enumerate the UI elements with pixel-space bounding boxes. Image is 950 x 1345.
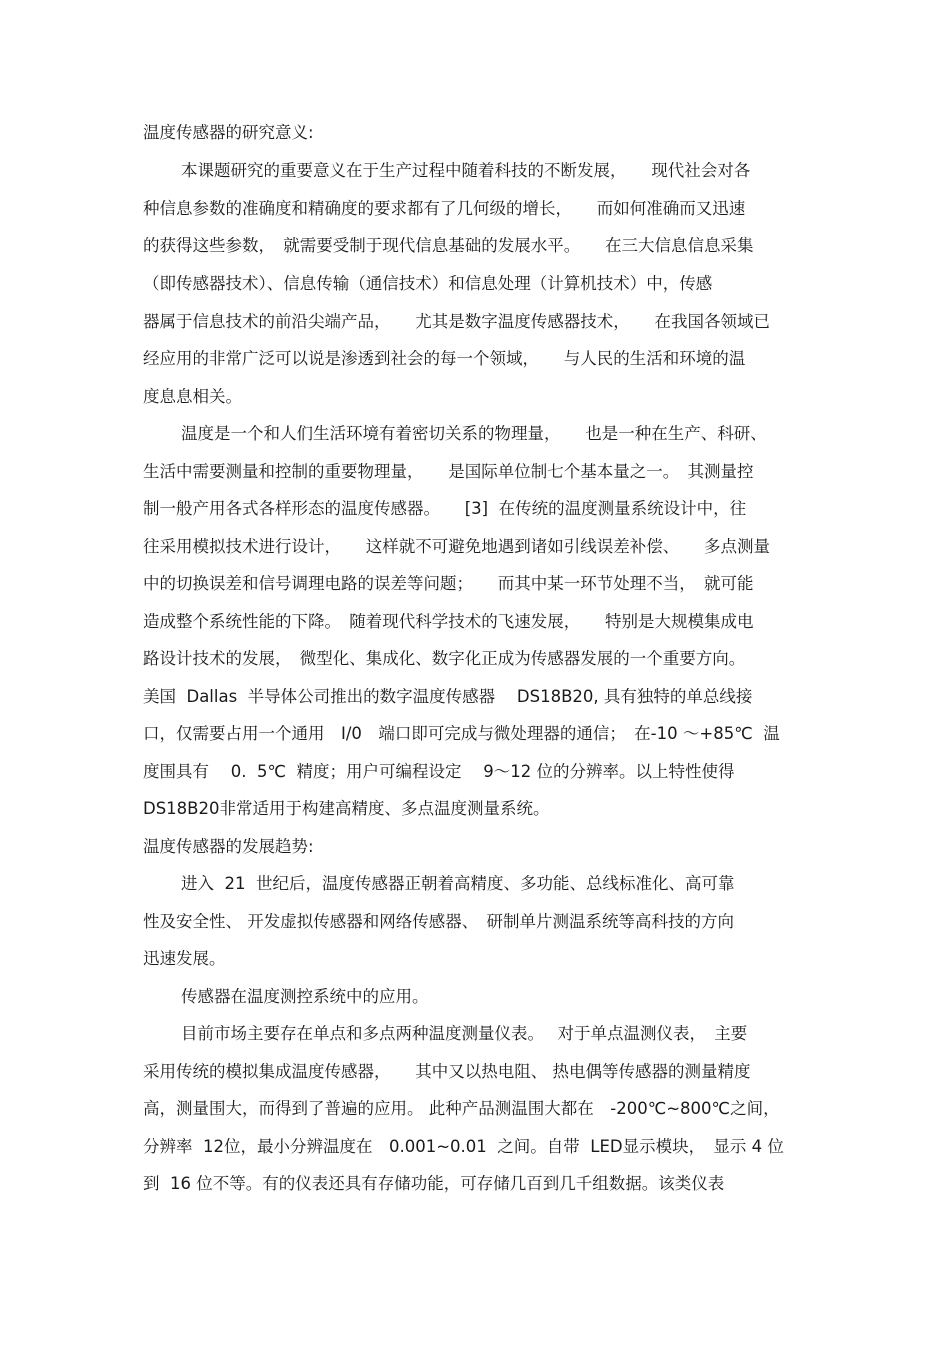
paragraph-line: 高，测量围大，而得到了普遍的应用。 此种产品测温围大都在 -200℃~800℃之间， (143, 1099, 780, 1118)
paragraph-line: 进入 21 世纪后，温度传感器正朝着高精度、多功能、总线标准化、高可靠 (181, 874, 735, 893)
paragraph-line: 度围具有 0. 5℃ 精度；用户可编程设定 9～12 位的分辨率。以上特性使得 (143, 762, 735, 781)
paragraph-line: DS18B20非常适用于构建高精度、多点温度测量系统。 (143, 799, 550, 818)
paragraph-line: 的获得这些参数， 就需要受制于现代信息基础的发展水平。 在三大信息信息采集 (143, 236, 754, 255)
paragraph-line: 口，仅需要占用一个通用 I/0 端口即可完成与微处理器的通信； 在-10 ～+85℃ 温 (143, 724, 780, 743)
paragraph-line: 制一般产用各式各样形态的温度传感器。 [3] 在传统的温度测量系统设计中，往 (143, 499, 747, 518)
paragraph-line: 造成整个系统性能的下降。 随着现代科学技术的飞速发展， 特别是大规模集成电 (143, 612, 754, 631)
paragraph-line: （即传感器技术）、信息传输（通信技术）和信息处理（计算机技术）中，传感 (143, 274, 713, 293)
heading-development-trend: 温度传感器的发展趋势: (143, 837, 314, 856)
paragraph-line: 迅速发展。 (143, 949, 226, 968)
paragraph-line: 器属于信息技术的前沿尖端产品， 尤其是数字温度传感器技术， 在我国各领域已 (143, 312, 770, 331)
paragraph-line: 种信息参数的准确度和精确度的要求都有了几何级的增长， 而如何准确而又迅速 (143, 199, 746, 218)
paragraph-line: 本课题研究的重要意义在于生产过程中随着科技的不断发展， 现代社会对各 (181, 161, 751, 180)
paragraph-line: 目前市场主要存在单点和多点两种温度测量仪表。 对于单点温测仪表， 主要 (181, 1024, 748, 1043)
paragraph-line: 中的切换误差和信号调理电路的误差等问题； 而其中某一环节处理不当， 就可能 (143, 574, 754, 593)
paragraph-line: 往采用模拟技术进行设计， 这样就不可避免地遇到诸如引线误差补偿、 多点测量 (143, 537, 770, 556)
paragraph-line: 温度是一个和人们生活环境有着密切关系的物理量， 也是一种在生产、科研、 (181, 424, 767, 443)
paragraph-line: 美国 Dallas 半导体公司推出的数字温度传感器 DS18B20, 具有独特的单总线接 (143, 687, 753, 706)
paragraph-line: 经应用的非常广泛可以说是渗透到社会的每一个领域， 与人民的生活和环境的温 (143, 349, 746, 368)
paragraph-line: 分辨率 12位，最小分辨温度在 0.001~0.01 之间。自带 LED显示模块， 显示 4 位 (143, 1137, 784, 1156)
paragraph-line: 采用传统的模拟集成温度传感器， 其中又以热电阻、 热电偶等传感器的测量精度 (143, 1062, 751, 1081)
paragraph-line: 性及安全性、 开发虚拟传感器和网络传感器、 研制单片测温系统等高科技的方向 (143, 912, 734, 931)
paragraph-line: 路设计技术的发展， 微型化、集成化、数字化正成为传感器发展的一个重要方向。 (143, 649, 746, 668)
heading-sensor-application: 传感器在温度测控系统中的应用。 (181, 987, 429, 1006)
paragraph-line: 生活中需要测量和控制的重要物理量， 是国际单位制七个基本量之一。 其测量控 (143, 462, 754, 481)
paragraph-line: 度息息相关。 (143, 387, 242, 406)
heading-research-significance: 温度传感器的研究意义: (143, 123, 314, 142)
paragraph-line: 到 16 位不等。有的仪表还具有存储功能，可存储几百到几千组数据。该类仪表 (143, 1174, 725, 1193)
